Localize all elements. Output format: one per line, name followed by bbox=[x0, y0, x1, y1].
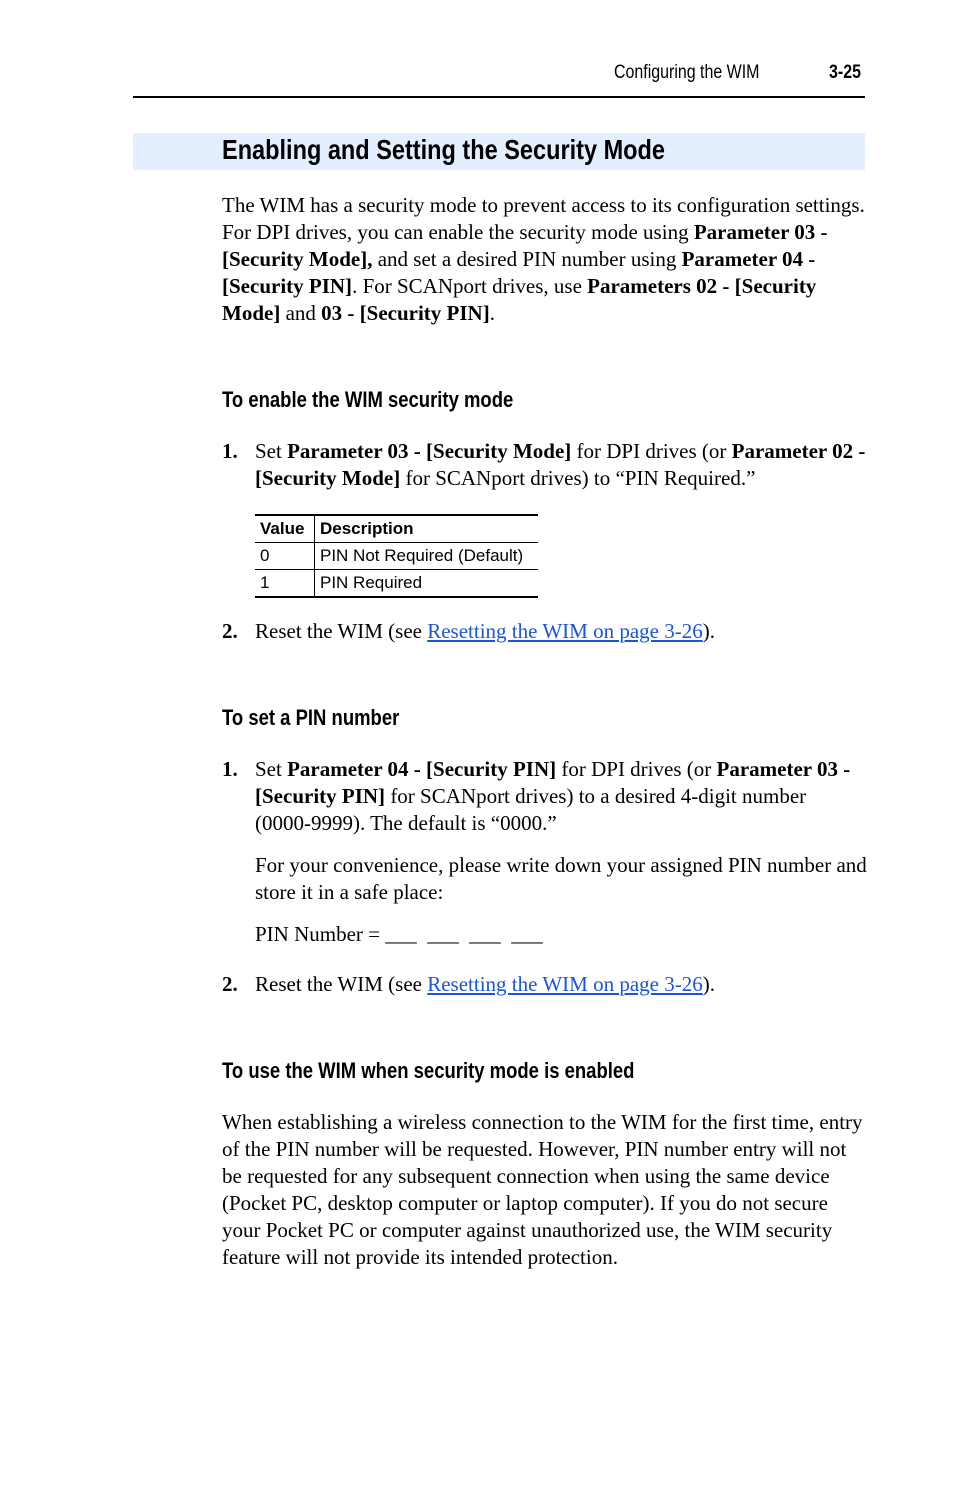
enable-heading: To enable the WIM security mode bbox=[222, 387, 514, 412]
security-mode-table bbox=[255, 514, 538, 598]
step-number: 1. bbox=[222, 439, 238, 463]
pin-step-2: Reset the WIM (see Resetting the WIM on page 3-26). bbox=[255, 972, 715, 996]
resetting-wim-link[interactable]: Resetting the WIM on page 3-26 bbox=[427, 619, 703, 643]
use-paragraph: When establishing a wireless connection to the WIM for the first time, entry of the PIN number will be requested. However, PIN number entry will not be requested for any subsequent connection when using the same device (Pocket PC, desktop computer or laptop computer). If you do not secure your Pocket PC or computer against unauthorized use, the WIM security feature will not provide its intended protection. bbox=[222, 1110, 863, 1269]
step-number: 2. bbox=[222, 619, 238, 643]
page-number: 3-25 bbox=[829, 62, 861, 83]
intro-paragraph: The WIM has a security mode to prevent access to its configuration settings. For DPI drives, you can enable the security mode using Parameter 03 - [Security Mode], and set a desired PIN number using Parameter 04 - [Security PIN]. For SCANport drives, use Parameters 02 - [Security Mode] and 03 - [Security PIN]. bbox=[222, 193, 865, 325]
table-header-value: Value bbox=[255, 515, 315, 543]
step-number: 2. bbox=[222, 972, 238, 996]
table-header-row bbox=[255, 515, 538, 543]
pin-heading: To set a PIN number bbox=[222, 705, 400, 730]
pin-note: For your convenience, please write down your assigned PIN number and store it in a safe place: bbox=[255, 853, 867, 904]
table-row bbox=[255, 570, 538, 598]
table-header-description: Description bbox=[320, 519, 414, 538]
enable-step-1: Set Parameter 03 - [Security Mode] for DPI drives (or Parameter 02 - [Security Mode] for SCANport drives) to “PIN Required.” bbox=[255, 439, 866, 490]
header-rule bbox=[133, 96, 865, 98]
table-cell-description: PIN Required bbox=[320, 573, 423, 592]
enable-step-2: Reset the WIM (see Resetting the WIM on page 3-26). bbox=[255, 619, 715, 643]
table-cell-description: PIN Not Required (Default) bbox=[320, 546, 524, 565]
use-heading: To use the WIM when security mode is enabled bbox=[222, 1058, 635, 1083]
table-cell-value: 0 bbox=[255, 543, 315, 570]
pin-step-1: Set Parameter 04 - [Security PIN] for DPI drives (or Parameter 03 - [Security PIN] for SCANport drives) to a desired 4-digit number (0000-9999). The default is “0000.” bbox=[255, 757, 851, 835]
table-cell-value: 1 bbox=[255, 570, 315, 598]
pin-number-line: PIN Number = ___ ___ ___ ___ bbox=[255, 922, 543, 946]
step-number: 1. bbox=[222, 757, 238, 781]
resetting-wim-link[interactable]: Resetting the WIM on page 3-26 bbox=[427, 972, 703, 996]
table-row bbox=[255, 543, 538, 570]
section-title: Enabling and Setting the Security Mode bbox=[222, 134, 666, 165]
running-header-title: Configuring the WIM bbox=[614, 62, 760, 83]
